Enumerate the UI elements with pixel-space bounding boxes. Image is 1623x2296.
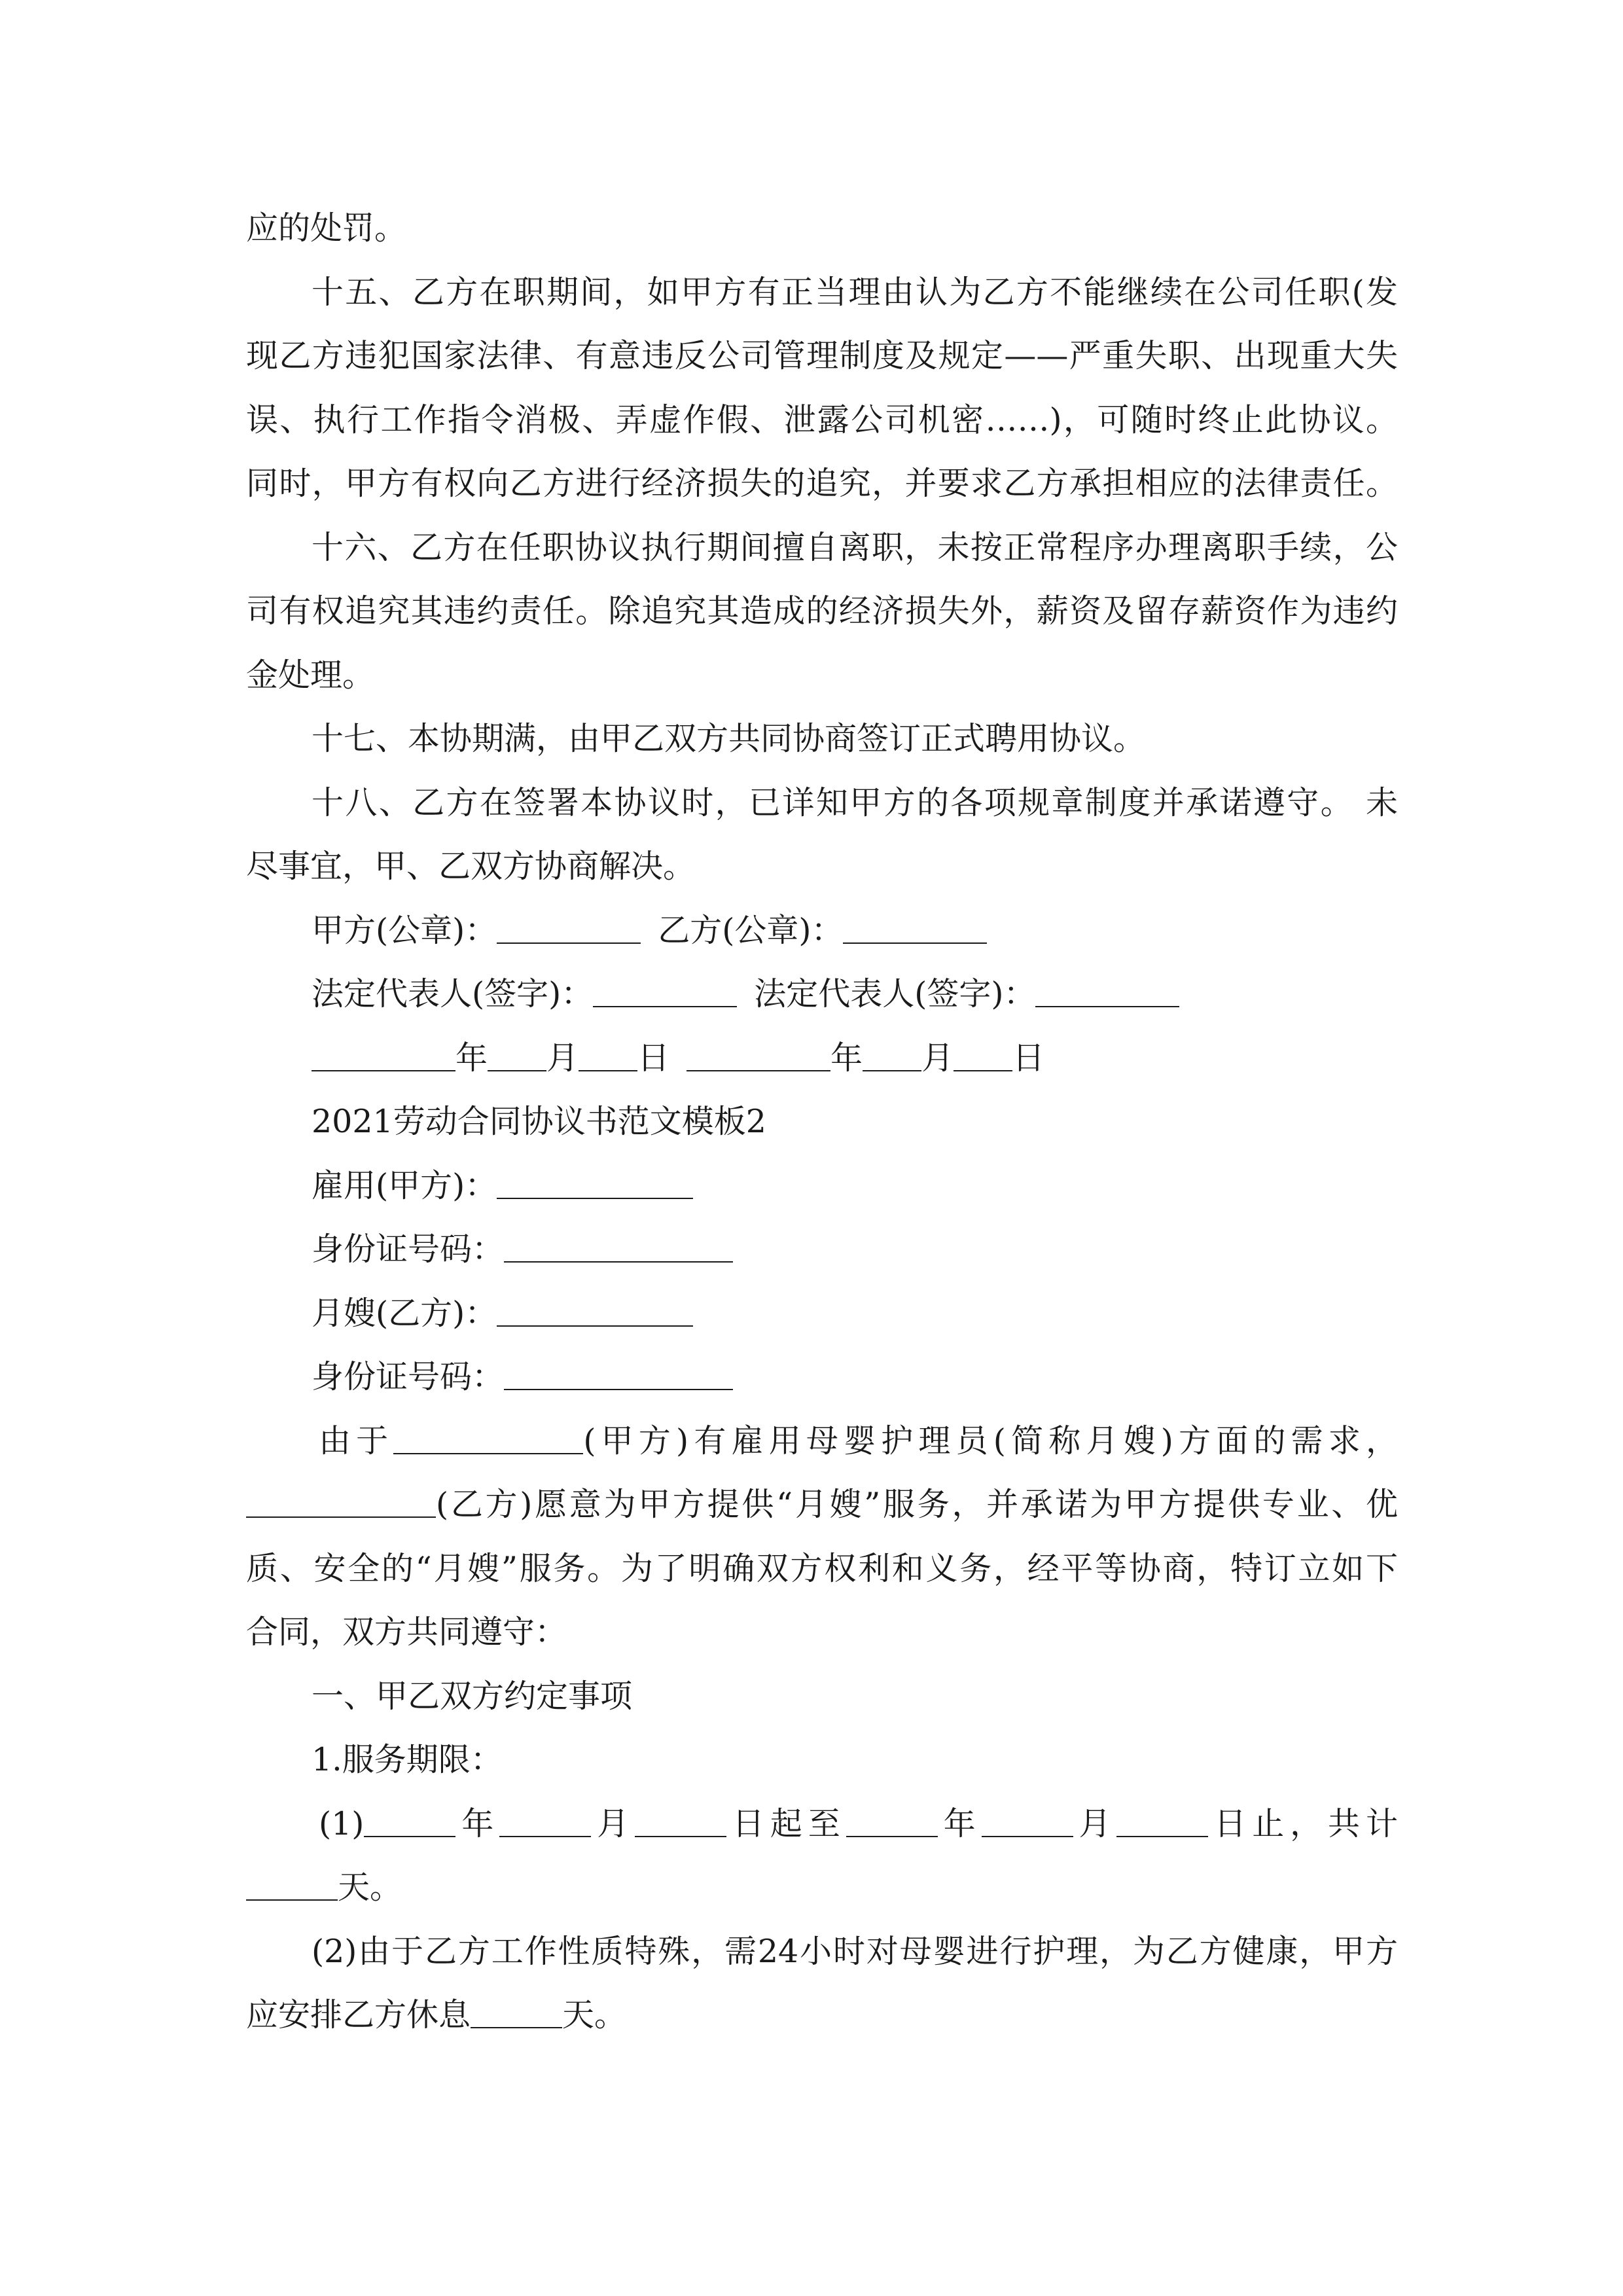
clause-15-line: 十五、乙方在职期间，如甲方有正当理由认为乙方不能继续在公司任职(发 [312,273,1398,311]
clause-15-line: 误、执行工作指令消极、弄虚作假、泄露公司机密……)，可随时终止此协议。 [246,401,1398,439]
service-period-line [246,1792,1398,1856]
start-year-blank[interactable] [364,1807,455,1837]
preamble-line: 质、安全的“月嫂”服务。为了明确双方权利和义务，经平等协商，特订立如下 [246,1549,1398,1587]
text-span: 应安排乙方休息 [246,1996,471,2034]
text-span: 天。 [562,1996,627,2034]
day-label: 日 [637,1039,670,1077]
service-period-line [246,1856,1398,1920]
month-label: 月 [546,1039,579,1077]
party-b-name-blank[interactable] [246,1488,436,1518]
section-heading: 一、甲乙双方约定事项 [312,1677,633,1715]
total-days-blank[interactable] [246,1871,338,1901]
id-number-label: 身份证号码： [312,1358,505,1395]
nanny-id-line [246,1345,1398,1409]
party-a-rep-blank[interactable] [593,977,737,1007]
text-span: 日起至 [726,1804,846,1842]
text-span: 天。 [338,1869,402,1906]
seal-line [246,899,1398,963]
preamble-line [246,1409,1398,1473]
text-span: (乙方)愿意为甲方提供“月嫂”服务，并承诺为甲方提供专业、优 [436,1486,1398,1523]
end-day-blank[interactable] [1116,1807,1208,1837]
date-year-blank[interactable] [687,1041,830,1071]
text-line: 应的处罚。 [246,209,407,247]
clause-18-line: 十八、乙方在签署本协议时，已详知甲方的各项规章制度并承诺遵守。 未 [312,783,1398,821]
nanny-label: 月嫂(乙方)： [312,1294,497,1332]
party-a-seal-label: 甲方(公章)： [312,911,497,949]
month-label: 月 [591,1804,635,1842]
party-a-seal-blank[interactable] [497,914,641,944]
year-label: 年 [937,1804,982,1842]
nanny-line [246,1282,1398,1346]
end-year-blank[interactable] [846,1807,938,1837]
text-span: 由于 [319,1422,394,1460]
text-span: (1) [319,1804,365,1842]
clause-15-line: 同时，甲方有权向乙方进行经济损失的追究，并要求乙方承担相应的法律责任。 [246,465,1398,502]
start-month-blank[interactable] [499,1807,591,1837]
rest-clause-line [246,1983,1398,2047]
year-label: 年 [455,1804,500,1842]
date-day-blank[interactable] [954,1041,1012,1071]
end-month-blank[interactable] [982,1807,1073,1837]
employer-id-blank[interactable] [504,1232,733,1263]
nanny-id-blank[interactable] [504,1360,733,1390]
year-label: 年 [455,1039,488,1077]
employer-line [246,1154,1398,1218]
month-label: 月 [921,1039,954,1077]
text-span: (甲方)有雇用母婴护理员(简称月嫂)方面的需求， [583,1422,1398,1460]
date-month-blank[interactable] [863,1041,921,1071]
party-b-seal-blank[interactable] [843,914,987,944]
rest-clause-line: (2)由于乙方工作性质特殊，需24小时对母婴进行护理，为乙方健康，甲方 [312,1932,1398,1970]
start-day-blank[interactable] [635,1807,726,1837]
party-b-rep-blank[interactable] [1035,977,1179,1007]
day-label: 日 [1012,1039,1045,1077]
employer-blank[interactable] [497,1169,693,1199]
month-label: 月 [1073,1804,1117,1842]
party-b-rep-label: 法定代表人(签字)： [754,975,1036,1013]
clause-16-line: 金处理。 [246,656,375,694]
template-title: 2021劳动合同协议书范文模板2 [312,1103,766,1140]
signature-line [246,962,1398,1026]
date-month-blank[interactable] [488,1041,546,1071]
rest-days-blank[interactable] [471,1998,562,2028]
subsection-heading: 1.服务期限： [312,1741,503,1778]
clause-16-line: 十六、乙方在任职协议执行期间擅自离职，未按正常程序办理离职手续，公 [312,528,1398,566]
text-span: 日止，共计 [1208,1804,1398,1842]
nanny-blank[interactable] [497,1297,693,1327]
party-a-rep-label: 法定代表人(签字)： [312,975,594,1013]
id-number-label: 身份证号码： [312,1230,505,1268]
employer-label: 雇用(甲方)： [312,1166,497,1204]
party-a-name-blank[interactable] [393,1424,583,1454]
document-body [246,196,1398,2047]
date-line [246,1026,1398,1090]
year-label: 年 [830,1039,863,1077]
clause-18-line: 尽事宜，甲、乙双方协商解决。 [246,848,696,885]
clause-16-line: 司有权追究其违约责任。除追究其造成的经济损失外，薪资及留存薪资作为违约 [246,592,1398,630]
employer-id-line [246,1217,1398,1282]
clause-17-line: 十七、本协期满，由甲乙双方共同协商签订正式聘用协议。 [312,720,1146,757]
party-b-seal-label: 乙方(公章)： [658,911,844,949]
clause-15-line: 现乙方违犯国家法律、有意违反公司管理制度及规定——严重失职、出现重大失 [246,337,1398,374]
preamble-line [246,1473,1398,1537]
preamble-line: 合同，双方共同遵守： [246,1613,567,1651]
date-year-blank[interactable] [312,1041,455,1071]
date-day-blank[interactable] [579,1041,637,1071]
